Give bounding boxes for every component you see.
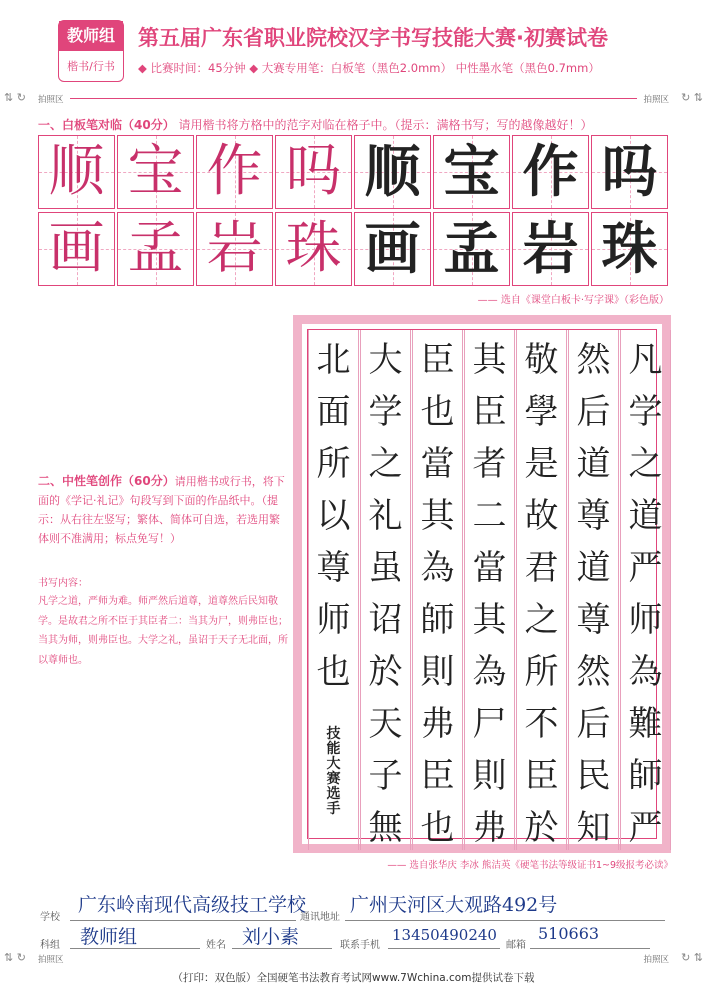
model-cell: 画 <box>354 212 431 286</box>
practice-cell: 顺 <box>38 135 115 209</box>
grid-char: 臣 <box>412 330 463 382</box>
footer-note: （打印：双色版）全国硬笔书法教育考试网www.7Wchina.com提供试卷下载 <box>172 972 535 984</box>
section1-instruction: 请用楷书将方格中的范字对临在格子中。（提示：满格书写；写的越像越好！） <box>178 118 593 132</box>
grid-char: 之 <box>516 590 567 642</box>
divider <box>70 98 637 99</box>
grid-char: 其 <box>412 486 463 538</box>
signature-char: 技 <box>326 726 341 742</box>
signature-char: 选 <box>326 786 341 802</box>
school-value[interactable]: 广东岭南现代高级技工学校 <box>78 894 307 916</box>
section1-heading <box>38 116 593 133</box>
grid-char: 於 <box>360 642 411 694</box>
grid-char: 天 <box>360 694 411 746</box>
contestant-signature <box>308 694 359 850</box>
model-cell: 作 <box>512 135 589 209</box>
model-cell: 孟 <box>433 212 510 286</box>
model-cell: 岩 <box>512 212 589 286</box>
section1-source: —— 选自《课堂白板卡·写字课》（彩色版） <box>477 295 669 306</box>
grid-char: 君 <box>516 538 567 590</box>
section2-instruction: 请用楷书或行书，将下面的《学记·礼记》句段写到下面的作品纸中。（提示：从右往左竖写；繁体、简体可自选，若选用繁体则不准满用；标点免写！） <box>38 475 285 545</box>
contestant-form <box>0 880 707 960</box>
grid-char: 弗 <box>412 694 463 746</box>
model-cell: 吗 <box>591 135 668 209</box>
grid-char: 民 <box>568 746 619 798</box>
practice-cell: 宝 <box>117 135 194 209</box>
grid-char: 面 <box>308 382 359 434</box>
practice-grid <box>38 135 668 286</box>
grid-char: 則 <box>412 642 463 694</box>
section2-title: 二、中性笔创作（60分） <box>38 474 175 488</box>
signature-char: 能 <box>326 741 341 757</box>
badge-group-label: 教师组 <box>59 21 123 51</box>
address-underline <box>345 920 665 921</box>
grid-char: 當 <box>464 538 515 590</box>
grid-char: 子 <box>360 746 411 798</box>
grid-char: 臣 <box>516 746 567 798</box>
grid-char: 也 <box>412 798 463 850</box>
phone-value[interactable]: 13450490240 <box>392 926 497 944</box>
school-label: 学校 <box>40 912 60 923</box>
grid-char: 二 <box>464 486 515 538</box>
grid-char: 弗 <box>464 798 515 850</box>
grid-char: 是 <box>516 434 567 486</box>
grid-char: 之 <box>620 434 671 486</box>
practice-cell: 珠 <box>275 212 352 286</box>
content-text: 凡学之道，严师为难。师严然后道尊，道尊然后民知敬学。是故君之所不臣于其臣者二：当其为尸，则弗臣也；当其为师，则弗臣也。大学之礼，虽诏于天子无北面，所以尊师也。 <box>38 596 288 666</box>
grid-char: 於 <box>516 798 567 850</box>
section2-source: —— 选自张华庆 李冰 熊洁英《硬笔书法等级证书1~9级报考必读》 <box>387 860 673 871</box>
rotate-arrows-icon: ↻ ⇅ <box>681 951 703 964</box>
grid-char: 师 <box>308 590 359 642</box>
signature-char: 大 <box>326 756 341 772</box>
grid-char: 后 <box>568 694 619 746</box>
grid-char: 臣 <box>412 746 463 798</box>
grid-char: 尊 <box>568 486 619 538</box>
grid-char: 則 <box>464 746 515 798</box>
grid-char: 所 <box>308 434 359 486</box>
phone-underline <box>388 948 500 949</box>
photo-zone-label: 拍照区 <box>643 95 669 105</box>
grid-char: 也 <box>308 642 359 694</box>
postcode-underline <box>530 948 650 949</box>
practice-cell: 岩 <box>196 212 273 286</box>
name-label: 姓名 <box>206 940 226 951</box>
grid-char: 道 <box>568 538 619 590</box>
grid-char: 也 <box>412 382 463 434</box>
grid-char: 大 <box>360 330 411 382</box>
grid-char: 学 <box>620 382 671 434</box>
grid-char: 尊 <box>308 538 359 590</box>
grid-char: 师 <box>620 590 671 642</box>
group-value[interactable]: 教师组 <box>80 926 138 948</box>
grid-char: 尊 <box>568 590 619 642</box>
grid-char: 師 <box>412 590 463 642</box>
postcode-label: 邮箱 <box>506 940 526 951</box>
grid-char: 故 <box>516 486 567 538</box>
grid-char: 虽 <box>360 538 411 590</box>
school-underline <box>70 920 296 921</box>
grid-char: 者 <box>464 434 515 486</box>
grid-char: 然 <box>568 642 619 694</box>
page-title: 第五届广东省职业院校汉字书写技能大赛·初赛试卷 <box>138 26 608 50</box>
grid-char: 為 <box>412 538 463 590</box>
section2-heading <box>38 472 288 548</box>
section1-title: 一、白板笔对临（40分） <box>38 118 175 132</box>
writing-paper <box>293 315 671 853</box>
photo-zone-bottom <box>0 952 707 966</box>
practice-cell: 画 <box>38 212 115 286</box>
grid-char: 為 <box>464 642 515 694</box>
address-value[interactable]: 广州天河区大观路492号 <box>350 894 558 916</box>
grid-char: 敬 <box>516 330 567 382</box>
grid-char: 知 <box>568 798 619 850</box>
rotate-arrows-icon: ⇅ ↻ <box>4 951 26 964</box>
practice-cell: 作 <box>196 135 273 209</box>
grid-char: 無 <box>360 798 411 850</box>
grid-char: 當 <box>412 434 463 486</box>
grid-char: 師 <box>620 746 671 798</box>
grid-char: 凡 <box>620 330 671 382</box>
grid-char: 然 <box>568 330 619 382</box>
signature-char: 赛 <box>326 771 341 787</box>
rotate-arrows-icon: ⇅ ↻ <box>4 91 26 104</box>
grid-char: 道 <box>568 434 619 486</box>
photo-zone-label: 拍照区 <box>38 955 64 965</box>
grid-char: 為 <box>620 642 671 694</box>
photo-zone-label: 拍照区 <box>38 95 64 105</box>
grid-char: 所 <box>516 642 567 694</box>
grid-char: 不 <box>516 694 567 746</box>
photo-zone-label: 拍照区 <box>643 955 669 965</box>
rotate-arrows-icon: ↻ ⇅ <box>681 91 703 104</box>
grid-char: 后 <box>568 382 619 434</box>
photo-zone-top <box>0 92 707 106</box>
model-cell: 宝 <box>433 135 510 209</box>
grid-char: 诏 <box>360 590 411 642</box>
signature-char: 手 <box>326 801 341 817</box>
content-heading: 书写内容： <box>38 578 88 589</box>
name-value[interactable]: 刘小素 <box>242 926 300 948</box>
model-cell: 珠 <box>591 212 668 286</box>
model-cell: 顺 <box>354 135 431 209</box>
grid-char: 之 <box>360 434 411 486</box>
postcode-value[interactable]: 510663 <box>538 924 600 943</box>
grid-char: 以 <box>308 486 359 538</box>
grid-char: 其 <box>464 590 515 642</box>
exam-info: ◆ 比赛时间：45分钟 ◆ 大赛专用笔：白板笔（黑色2.0mm） 中性墨水笔（黑色0.7mm） <box>138 61 600 75</box>
grid-char: 尸 <box>464 694 515 746</box>
grid-char: 臣 <box>464 382 515 434</box>
grid-char: 礼 <box>360 486 411 538</box>
group-badge <box>58 20 124 82</box>
group-label: 科组 <box>40 940 60 951</box>
practice-cell: 吗 <box>275 135 352 209</box>
grid-char: 严 <box>620 798 671 850</box>
grid-char: 其 <box>464 330 515 382</box>
grid-char: 严 <box>620 538 671 590</box>
practice-cell: 孟 <box>117 212 194 286</box>
grid-char: 學 <box>516 382 567 434</box>
writing-grid <box>308 330 671 850</box>
grid-char: 道 <box>620 486 671 538</box>
address-label: 通讯地址 <box>300 912 340 923</box>
grid-char: 難 <box>620 694 671 746</box>
grid-char: 学 <box>360 382 411 434</box>
grid-char: 北 <box>308 330 359 382</box>
badge-script-label: 楷书/行书 <box>67 60 115 73</box>
phone-label: 联系手机 <box>340 940 380 951</box>
